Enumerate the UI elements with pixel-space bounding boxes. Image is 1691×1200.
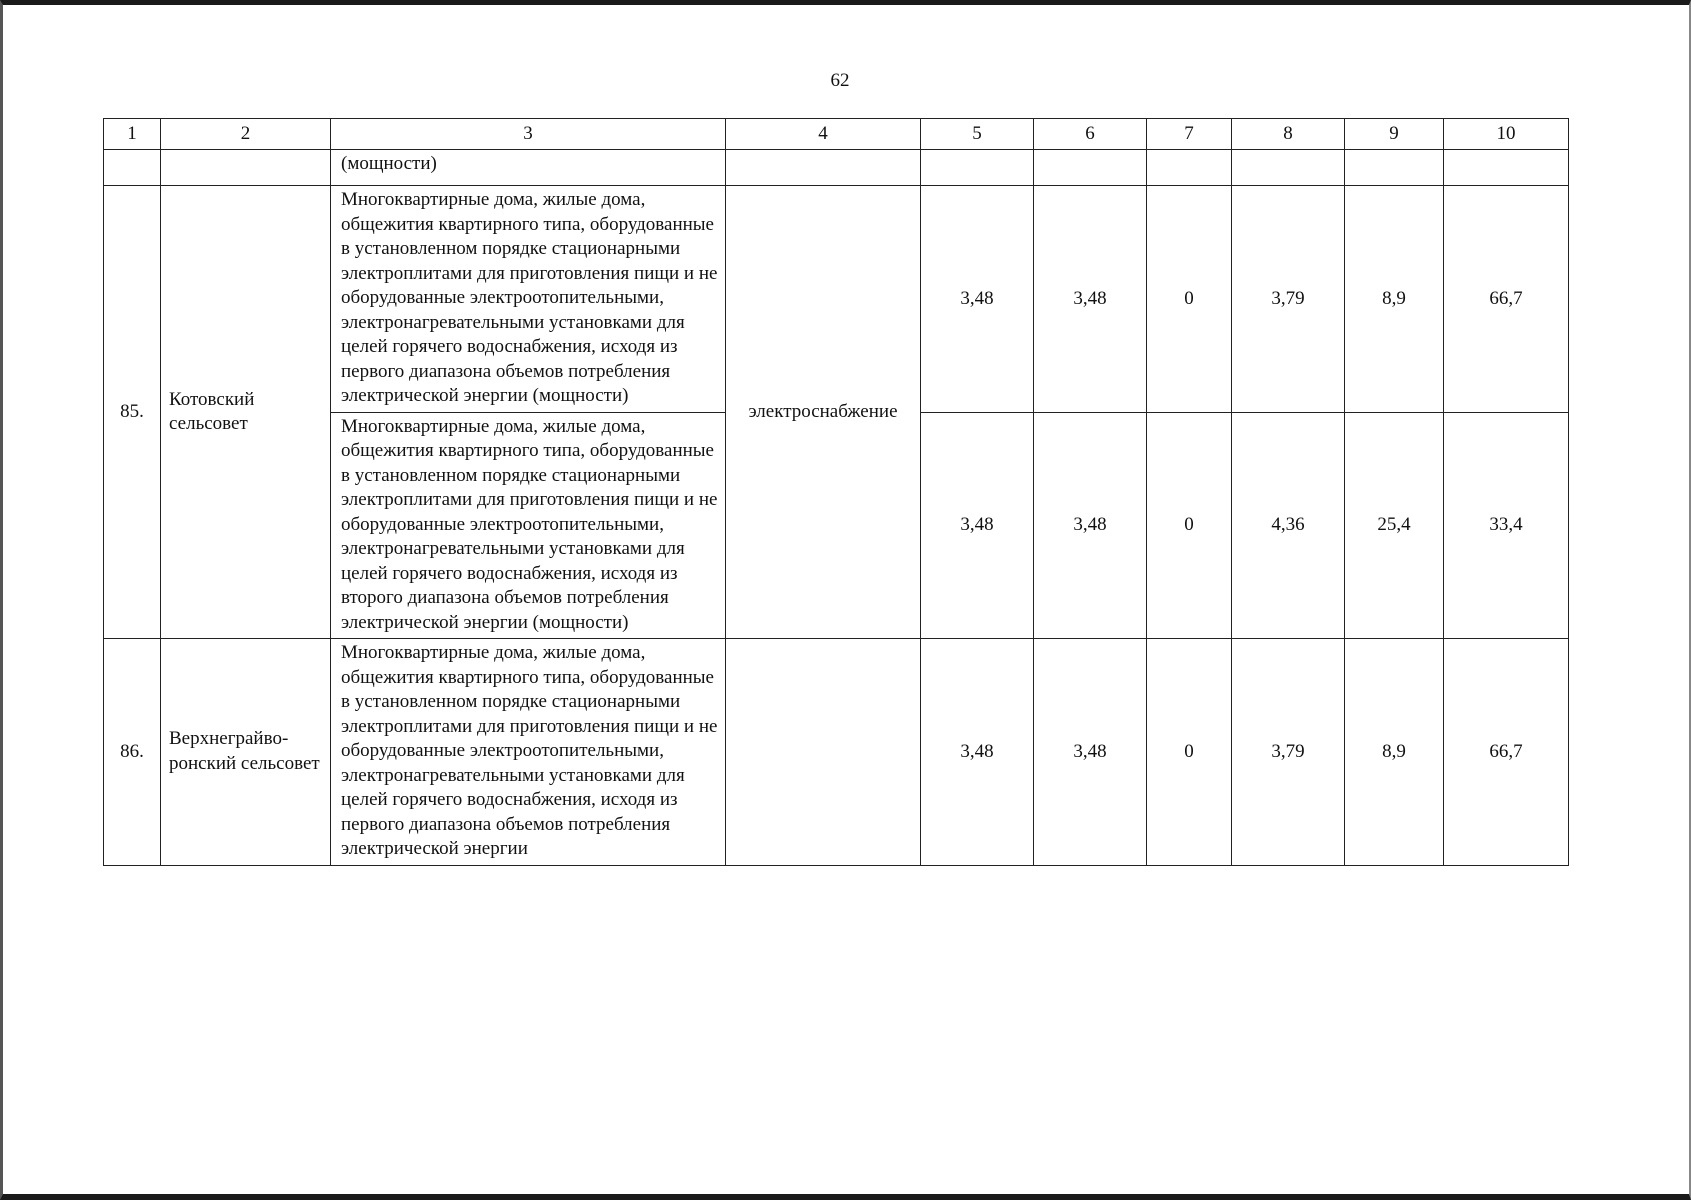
value-cell: 0 [1147,412,1232,639]
value-cell: 3,79 [1232,639,1345,866]
row-number: 85. [104,186,161,639]
settlement-name: Котовский сельсовет [161,186,331,639]
value-cell: 8,9 [1345,186,1444,413]
continuation-row [104,150,1569,186]
service-type-empty [726,639,921,866]
value-cell: 3,48 [921,186,1034,413]
header-cell: 7 [1147,119,1232,150]
tariff-table [103,118,1569,866]
value-cell: 8,9 [1345,639,1444,866]
value-cell: 3,48 [921,412,1034,639]
value-cell: 0 [1147,639,1232,866]
header-cell: 1 [104,119,161,150]
table-row [104,639,1569,866]
header-cell: 8 [1232,119,1345,150]
page-number: 62 [830,70,850,91]
value-cell: 33,4 [1444,412,1569,639]
consumer-description: Многоквартирные дома, жилые дома, общежития квартирного типа, оборудованные в установленном порядке стационарными электроплитами для приготовления пищи и не оборудованные электроотопительными, электронагревательными установками для целей горячего водоснабжения, исходя из первого диапазона объемов потребления электрической энергии [331,639,726,866]
header-cell: 3 [331,119,726,150]
value-cell: 3,79 [1232,186,1345,413]
row-number: 86. [104,639,161,866]
value-cell: 3,48 [1034,186,1147,413]
value-cell: 3,48 [1034,412,1147,639]
consumer-description: Многоквартирные дома, жилые дома, общежития квартирного типа, оборудованные в установленном порядке стационарными электроплитами для приготовления пищи и не оборудованные электроотопительными, электронагревательными установками для целей горячего водоснабжения, исходя из первого диапазона объемов потребления электрической энергии (мощности) [331,186,726,413]
header-cell: 2 [161,119,331,150]
value-cell: 0 [1147,186,1232,413]
consumer-description: Многоквартирные дома, жилые дома, общежития квартирного типа, оборудованные в установленном порядке стационарными электроплитами для приготовления пищи и не оборудованные электроотопительными, электронагревательными установками для целей горячего водоснабжения, исходя из второго диапазона объемов потребления электрической энергии (мощности) [331,412,726,639]
header-cell: 10 [1444,119,1569,150]
header-cell: 4 [726,119,921,150]
value-cell: 66,7 [1444,639,1569,866]
continuation-text: (мощности) [331,150,726,186]
settlement-name: Верхнеграйво-ронский сельсовет [161,639,331,866]
value-cell: 4,36 [1232,412,1345,639]
header-cell: 5 [921,119,1034,150]
header-row [104,119,1569,150]
table-row [104,186,1569,413]
value-cell: 66,7 [1444,186,1569,413]
value-cell: 3,48 [1034,639,1147,866]
value-cell: 3,48 [921,639,1034,866]
service-type: электроснабжение [726,186,921,639]
header-cell: 9 [1345,119,1444,150]
value-cell: 25,4 [1345,412,1444,639]
header-cell: 6 [1034,119,1147,150]
